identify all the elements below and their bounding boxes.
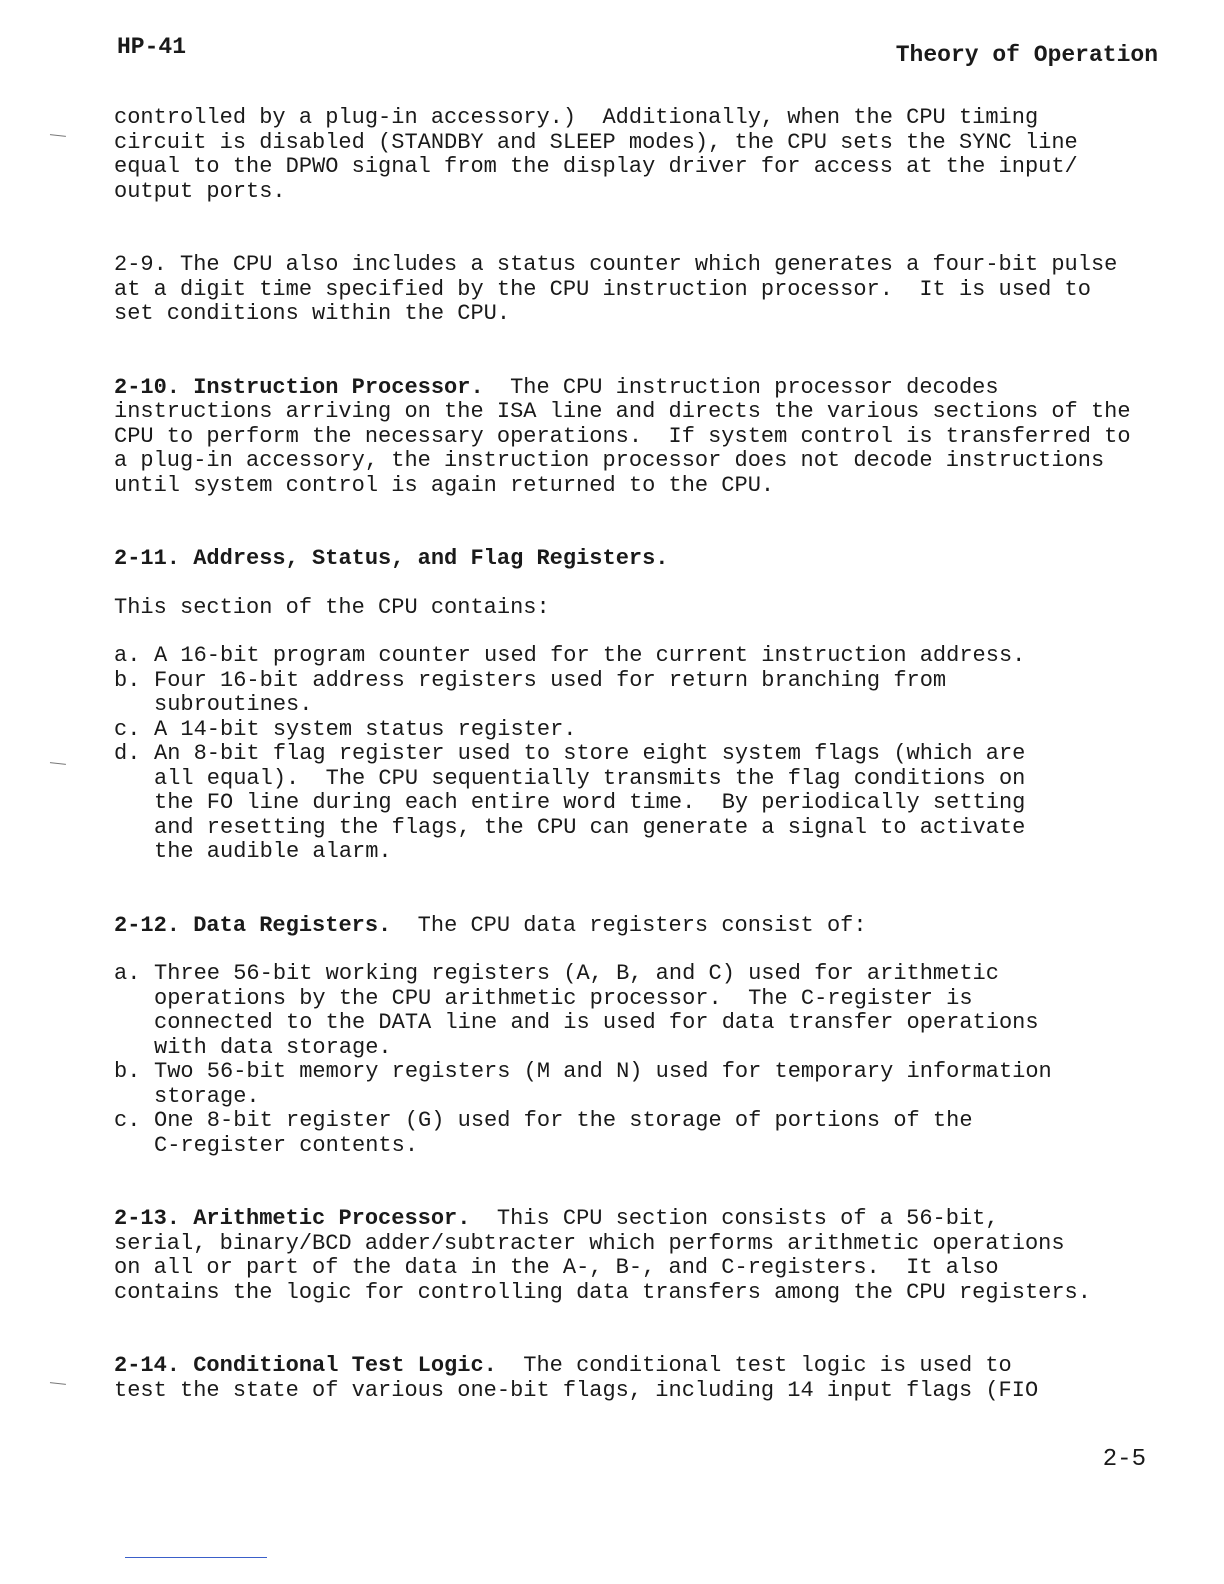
list-item: c. A 14-bit system status register.	[114, 716, 577, 742]
list-item: b. Four 16-bit address registers used for return branching from subroutines.	[114, 667, 947, 717]
paragraph-text-rest: instructions arriving on the ISA line and directs the various sections of the CPU to perform the necessary operations. If system control is transferred to a plug-in accessory, the instruction processor does not decode instructions until system control is again returned to the CPU.	[114, 399, 1131, 498]
paragraph-text-first: This CPU section consists of a 56-bit,	[496, 1206, 999, 1231]
margin-mark	[50, 1381, 66, 1385]
running-header-right: Theory of Operation	[895, 42, 1158, 68]
section-heading: Data Registers.	[193, 912, 392, 938]
address-registers-list	[114, 644, 1164, 865]
section-heading: Arithmetic Processor.	[193, 1206, 471, 1231]
running-header-left: HP-41	[117, 34, 187, 60]
list-item: d. An 8-bit flag register used to store eight system flags (which are all equal). The CPU sequentially transmits the flag conditions on the FO line during each entire word time. By periodically setting and resetting the flags, the CPU can generate a signal to activate the audible alarm.	[114, 741, 1026, 864]
list-item: a. A 16-bit program counter used for the current instruction address.	[114, 643, 1026, 668]
paragraph-2-9	[114, 253, 1164, 327]
paragraph-intro: This section of the CPU contains:	[114, 594, 550, 620]
paragraph-text-first: The CPU data registers consist of:	[417, 912, 867, 938]
list-item: c. One 8-bit register (G) used for the storage of portions of the C-register contents.	[114, 1108, 973, 1158]
paragraph-number: 2-11.	[114, 546, 181, 571]
footer-rule	[125, 1557, 267, 1558]
continued-paragraph: controlled by a plug-in accessory.) Additionally, when the CPU timing circuit is disabled (STANDBY and SLEEP modes), the CPU sets the SYNC line equal to the DPWO signal from the display driver for access at the input/ output ports.	[114, 105, 1078, 204]
paragraph-text-rest: test the state of various one-bit flags, including 14 input flags (FIO	[114, 1377, 1039, 1403]
paragraph-2-12	[114, 914, 1164, 939]
section-heading: Address, Status, and Flag Registers.	[193, 546, 669, 571]
paragraph-2-13	[114, 1207, 1164, 1305]
paragraph-text-first: The CPU instruction processor decodes	[510, 374, 999, 400]
section-heading: Conditional Test Logic.	[193, 1353, 497, 1378]
paragraph-text-first: The conditional test logic is used to	[523, 1353, 1012, 1378]
list-item: b. Two 56-bit memory registers (M and N) used for temporary information storage.	[114, 1059, 1052, 1109]
paragraph-number: 2-9.	[114, 252, 167, 277]
paragraph-number: 2-14.	[114, 1353, 181, 1378]
paragraph-2-11	[114, 547, 1164, 572]
paragraph-number: 2-13.	[114, 1206, 181, 1231]
paragraph-text-rest: serial, binary/BCD adder/subtracter which performs arithmetic operations on all or part of the data in the A-, B-, and C-registers. It also contains the logic for controlling data transfers among the CPU registers.	[114, 1230, 1091, 1305]
page-body	[114, 106, 1164, 1403]
paragraph-number: 2-12.	[114, 912, 181, 938]
paragraph-text: The CPU also includes a status counter which generates a four-bit pulse at a digit time specified by the CPU instruction processor. It is used to set conditions within the CPU.	[114, 252, 1118, 326]
paragraph-2-14	[114, 1354, 1164, 1403]
margin-mark	[50, 761, 66, 765]
paragraph-2-10	[114, 376, 1164, 499]
page-number: 2-5	[1102, 1446, 1146, 1473]
section-heading: Instruction Processor.	[193, 374, 484, 400]
data-registers-list	[114, 962, 1164, 1158]
margin-mark	[50, 133, 66, 137]
paragraph-number: 2-10.	[114, 374, 181, 400]
list-item: a. Three 56-bit working registers (A, B, and C) used for arithmetic operations by the CPU arithmetic processor. The C-register is connected to the DATA line and is used for data transfer operations with data storage.	[114, 961, 1039, 1060]
